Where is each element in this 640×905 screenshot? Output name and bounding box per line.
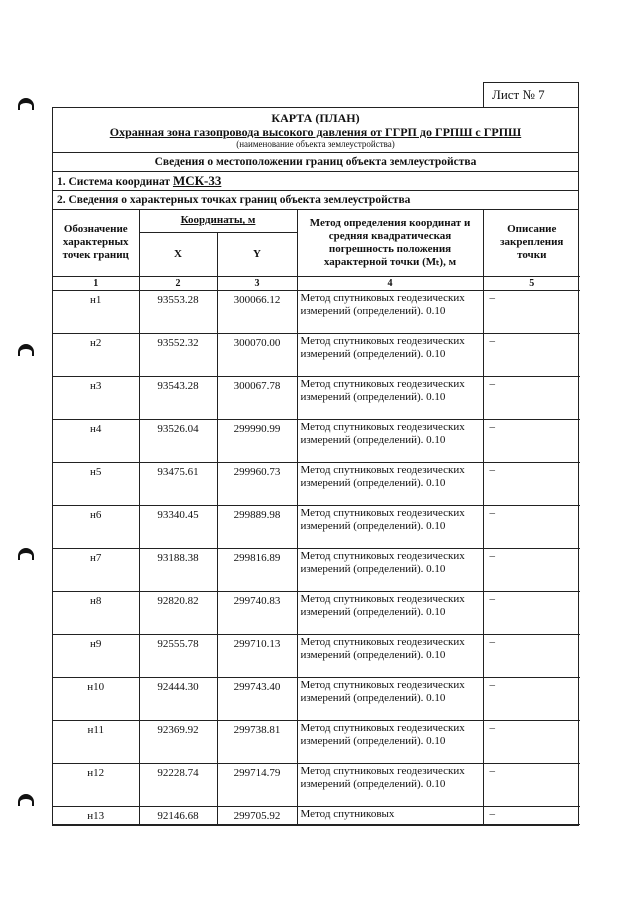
point-name: н11	[53, 720, 139, 763]
table-row	[53, 806, 580, 825]
point-x: 93543.28	[139, 376, 217, 419]
point-method: Метод спутниковых геодезических измерений (определений). 0.10	[297, 677, 483, 720]
point-method: Метод спутниковых геодезических измерений (определений). 0.10	[297, 462, 483, 505]
point-method: Метод спутниковых геодезических измерений (определений). 0.10	[297, 505, 483, 548]
point-name: н2	[53, 333, 139, 376]
point-y: 299990.99	[217, 419, 297, 462]
points-table-body	[53, 290, 580, 825]
point-x: 93188.38	[139, 548, 217, 591]
point-y: 299743.40	[217, 677, 297, 720]
point-y: 299740.83	[217, 591, 297, 634]
point-x: 92555.78	[139, 634, 217, 677]
column-numbers-row	[53, 276, 580, 290]
table-row	[53, 505, 580, 548]
point-method: Метод спутниковых геодезических измерений (определений). 0.10	[297, 333, 483, 376]
point-y: 299816.89	[217, 548, 297, 591]
col-coords-label: Координаты, м	[180, 214, 256, 227]
table-row	[53, 720, 580, 763]
binder-hole-icon	[18, 344, 34, 356]
column-number: 2	[139, 276, 217, 290]
col-description-header: Описание закрепления точки	[483, 210, 580, 276]
coord-system-label: 1. Система координат	[57, 176, 171, 188]
point-description: –	[483, 806, 580, 825]
section-title: Сведения о местоположении границ объекта землеустройства	[53, 153, 578, 172]
column-number: 4	[297, 276, 483, 290]
table-row	[53, 376, 580, 419]
object-caption: (наименование объекта землеустройства)	[236, 139, 395, 149]
point-description: –	[483, 376, 580, 419]
point-name: н8	[53, 591, 139, 634]
object-name: Охранная зона газопровода высокого давления от ГГРП до ГРПШ с ГРПШ	[109, 125, 522, 139]
coord-system-line	[53, 172, 578, 191]
point-x: 92228.74	[139, 763, 217, 806]
point-y: 299714.79	[217, 763, 297, 806]
point-method: Метод спутниковых геодезических измерений (определений). 0.10	[297, 763, 483, 806]
column-number: 1	[53, 276, 139, 290]
col-coords-header	[139, 210, 297, 232]
binder-hole-icon	[18, 548, 34, 560]
point-name: н10	[53, 677, 139, 720]
point-method: Метод спутниковых	[297, 806, 483, 825]
point-y: 300067.78	[217, 376, 297, 419]
point-description: –	[483, 333, 580, 376]
point-description: –	[483, 419, 580, 462]
point-method: Метод спутниковых геодезических измерений (определений). 0.10	[297, 376, 483, 419]
col-method-header: Метод определения координат и средняя квадратическая погрешность положения характерной точки (Mₜ), м	[297, 210, 483, 276]
point-x: 93475.61	[139, 462, 217, 505]
point-x: 92820.82	[139, 591, 217, 634]
point-name: н4	[53, 419, 139, 462]
column-number: 5	[483, 276, 580, 290]
table-row	[53, 290, 580, 333]
col-designation-header: Обозначение характерных точек границ	[53, 210, 139, 276]
table-row	[53, 462, 580, 505]
point-method: Метод спутниковых геодезических измерений (определений). 0.10	[297, 290, 483, 333]
table-row	[53, 333, 580, 376]
point-x: 92146.68	[139, 806, 217, 825]
table-row	[53, 419, 580, 462]
point-y: 299710.13	[217, 634, 297, 677]
point-name: н6	[53, 505, 139, 548]
table-row	[53, 548, 580, 591]
point-y: 299960.73	[217, 462, 297, 505]
page-title: КАРТА (ПЛАН)	[271, 111, 360, 125]
point-x: 93526.04	[139, 419, 217, 462]
point-name: н12	[53, 763, 139, 806]
point-method: Метод спутниковых геодезических измерений (определений). 0.10	[297, 591, 483, 634]
point-method: Метод спутниковых геодезических измерений (определений). 0.10	[297, 548, 483, 591]
points-title: 2. Сведения о характерных точках границ объекта землеустройства	[53, 191, 578, 210]
point-name: н3	[53, 376, 139, 419]
point-y: 300066.12	[217, 290, 297, 333]
point-name: н9	[53, 634, 139, 677]
table-row	[53, 591, 580, 634]
binder-hole-icon	[18, 98, 34, 110]
point-name: н7	[53, 548, 139, 591]
points-table	[53, 210, 580, 825]
point-x: 93552.32	[139, 333, 217, 376]
point-y: 300070.00	[217, 333, 297, 376]
point-description: –	[483, 763, 580, 806]
point-name: н5	[53, 462, 139, 505]
point-name: н1	[53, 290, 139, 333]
point-description: –	[483, 548, 580, 591]
sheet-number: Лист № 7	[483, 82, 579, 108]
coord-system-value: МСК-33	[172, 173, 222, 188]
table-row	[53, 634, 580, 677]
point-method: Метод спутниковых геодезических измерений (определений). 0.10	[297, 419, 483, 462]
point-description: –	[483, 290, 580, 333]
col-y-header: Y	[217, 232, 297, 276]
point-x: 93340.45	[139, 505, 217, 548]
col-x-header: X	[139, 232, 217, 276]
point-description: –	[483, 505, 580, 548]
point-description: –	[483, 591, 580, 634]
document-form	[52, 107, 579, 826]
point-x: 92444.30	[139, 677, 217, 720]
point-method: Метод спутниковых геодезических измерений (определений). 0.10	[297, 634, 483, 677]
form-header	[53, 108, 578, 153]
point-y: 299738.81	[217, 720, 297, 763]
table-row	[53, 677, 580, 720]
point-y: 299889.98	[217, 505, 297, 548]
binder-hole-icon	[18, 794, 34, 806]
column-number: 3	[217, 276, 297, 290]
point-description: –	[483, 677, 580, 720]
point-description: –	[483, 462, 580, 505]
point-method: Метод спутниковых геодезических измерений (определений). 0.10	[297, 720, 483, 763]
point-x: 93553.28	[139, 290, 217, 333]
point-y: 299705.92	[217, 806, 297, 825]
point-description: –	[483, 720, 580, 763]
point-description: –	[483, 634, 580, 677]
table-row	[53, 763, 580, 806]
point-x: 92369.92	[139, 720, 217, 763]
point-name: н13	[53, 806, 139, 825]
